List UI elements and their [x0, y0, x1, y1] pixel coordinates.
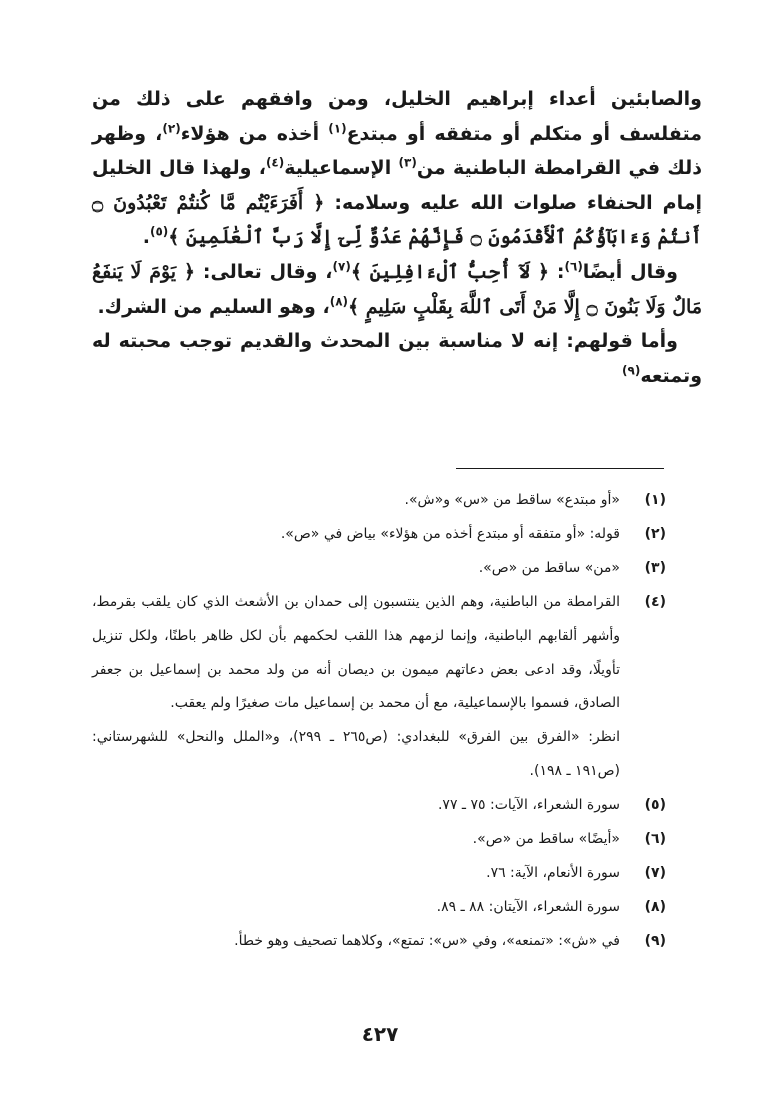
footnote-ref-6: (٦)	[564, 259, 583, 274]
footnote-item	[92, 789, 666, 823]
footnote-text: سورة الشعراء، الآيتان: ٨٨ ـ ٨٩.	[436, 898, 620, 915]
footnote-number: (٧)	[644, 864, 666, 881]
text-run: ، وظهر ذلك في القرامطة الباطنية من	[92, 122, 702, 180]
page-number: ٤٢٧	[361, 1022, 399, 1046]
footnote-reference-text: انظر: «الفرق بين الفرق» للبغدادي: (ص٢٦٥ ـ ٢٩٩)، و«الملل والنحل» للشهرستاني: (ص١٩١ ـ ١٩٨).	[92, 729, 621, 780]
paragraph-2	[92, 255, 702, 324]
footnote-text: سورة الأنعام، الآية: ٧٦.	[486, 864, 620, 881]
text-run: وأما قولهم: إنه لا مناسبة بين المحدث والقديم توجب محبته له وتمتعه	[92, 330, 702, 387]
footnote-text: «من» ساقط من «ص».	[478, 559, 620, 576]
quran-verse: ﴿ لَآ أُحِبُّ ٱلْءَافِلِينَ ﴾	[350, 260, 550, 283]
text-run: ، وهو السليم من الشرك.	[97, 295, 330, 318]
footnote-item	[92, 518, 666, 552]
footnote-text: «أيضًا» ساقط من «ص».	[472, 831, 620, 848]
text-run: ، ولهذا قال الخليل إمام الحنفاء صلوات الله عليه وسلامه:	[92, 157, 702, 214]
footnote-item	[92, 823, 666, 857]
footnote-item	[92, 484, 666, 518]
footnote-number: (٩)	[644, 932, 666, 949]
footnote-number: (٨)	[644, 898, 666, 915]
footnote-number: (٣)	[644, 559, 666, 576]
footnote-text: «أو مبتدع» ساقط من «س» و«ش».	[404, 492, 620, 508]
footnote-text: سورة الشعراء، الآيات: ٧٥ ـ ٧٧.	[437, 797, 620, 814]
text-run: الإسماعيلية	[284, 157, 399, 180]
text-run: أخذه من هؤلاء	[180, 122, 329, 145]
footnote-item	[92, 586, 666, 789]
footnote-ref-4: (٤)	[265, 155, 285, 170]
footnote-item	[92, 857, 666, 891]
paragraph-3	[92, 324, 702, 393]
footnote-divider	[456, 468, 664, 469]
footnote-ref-5: (٥)	[149, 225, 169, 240]
footnote-text: القرامطة من الباطنية، وهم الذين ينتسبون إلى حمدان بن الأشعث الذي كان يلقب بقرمط، وأشهر ألقابهم الباطنية، وإنما لزمهم هذا اللقب لحكمهم بأن لكل ظاهر باطنًا، ولكل تنزيل تأويلًا، وقد ادعى بعض دعاتهم ميمون بن ديصان أنه من ولد محمد بن إسماعيل بن جعفر الصادق، فسموا بالإسماعيلية، مع أن محمد بن إسماعيل مات صغيرًا ولم يعقب.	[92, 593, 620, 712]
quran-verse: ﴿ أَفَرَءَيْتُم مَّا كُنتُمْ تَعْبُدُونَ ۝ أَنتُمْ وَءَابَآؤُكُمُ ٱلْأَقْدَمُونَ ۝ فَإِنَّهُمْ عَدُوٌّ لِّىٓ إِلَّا رَبَّ ٱلْعَٰلَمِينَ ﴾	[92, 191, 702, 249]
footnote-text: قوله: «أو متفقه أو مبتدع أخذه من هؤلاء» بياض في «ص».	[280, 525, 620, 542]
footnote-number: (١)	[644, 492, 666, 508]
footnote-text: في «ش»: «تمنعه»، وفي «س»: تمتع»، وكلاهما تصحيف وهو خطأ.	[234, 932, 620, 949]
text-run: والصابئين أعداء إبراهيم الخليل، ومن وافقهم على ذلك من متفلسف أو متكلم أو متفقه أو مبتدع	[92, 88, 702, 145]
footnote-ref-1: (١)	[328, 121, 347, 136]
footnote-number: (٥)	[644, 797, 666, 814]
paragraph-1	[92, 82, 702, 255]
main-body-text	[92, 82, 702, 393]
text-run: ، وقال تعالى:	[195, 260, 333, 283]
footnote-item	[92, 891, 666, 925]
footnote-ref-7: (٧)	[332, 259, 351, 274]
quran-verse: ﴿ يَوْمَ لَا يَنفَعُ مَالٌ وَلَا بَنُونَ ۝ إِلَّا مَنْ أَتَى ٱللَّهَ بِقَلْبٍ سَلِيمٍ ﴾	[92, 260, 702, 318]
footnote-number: (٦)	[644, 831, 666, 848]
footnote-item	[92, 925, 666, 959]
text-run: .	[142, 226, 150, 249]
footnote-ref-3: (٣)	[398, 155, 417, 170]
footnote-ref-2: (٢)	[162, 121, 181, 136]
text-run: وقال أيضًا	[582, 260, 678, 283]
footnote-number: (٤)	[644, 593, 666, 610]
footnote-number: (٢)	[644, 525, 666, 542]
text-run: :	[549, 260, 565, 283]
footnote-ref-8: (٨)	[329, 294, 348, 309]
footnotes-section	[92, 484, 666, 959]
footnote-ref-9: (٩)	[622, 363, 641, 378]
footnote-item	[92, 552, 666, 586]
